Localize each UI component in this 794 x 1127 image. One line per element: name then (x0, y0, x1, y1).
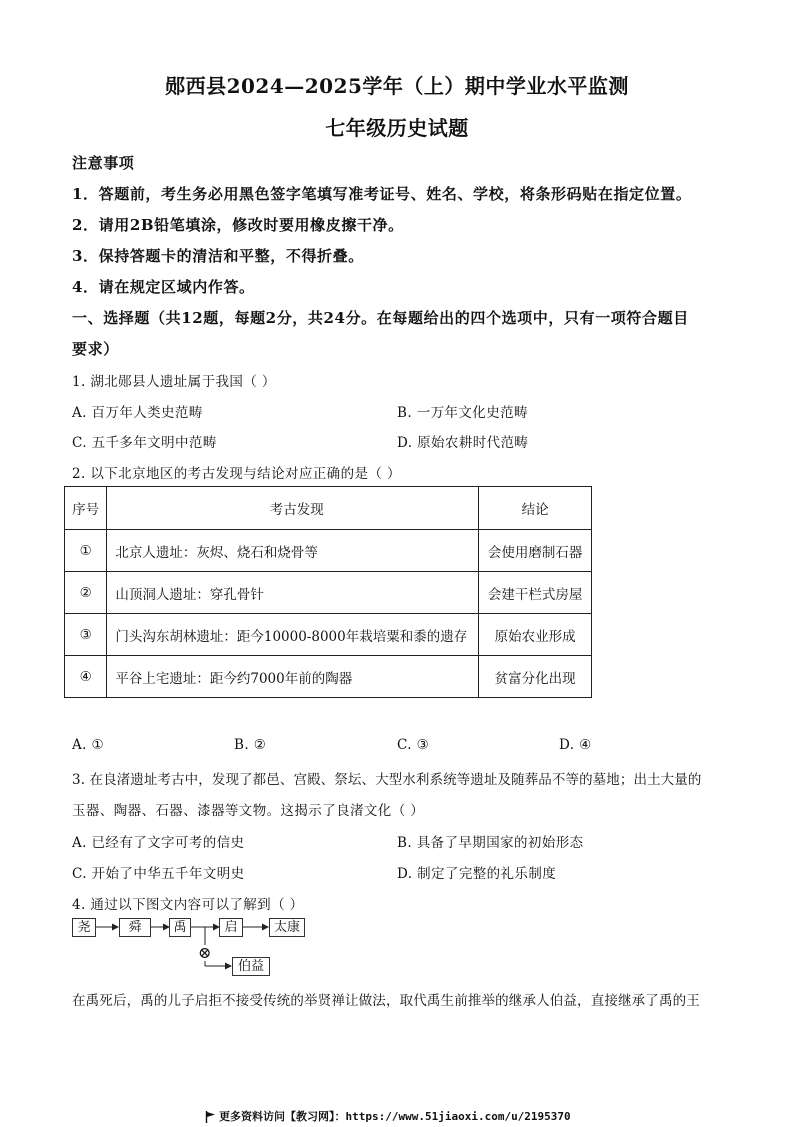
question-3-stem: 3. 在良渚遗址考古中，发现了都邑、宫殿、祭坛、大型水利系统等遗址及随葬品不等的墓地；出土大量的 (72, 772, 702, 788)
q3-option-b: B. 具备了早期国家的初始形态 (397, 835, 584, 851)
diagram-node: 太康 (269, 918, 305, 937)
table-cell: 山顶洞人遗址：穿孔骨针 (107, 572, 479, 614)
table-row (65, 572, 592, 614)
q2-option-d: D. ④ (559, 737, 592, 753)
notice-item: 1．答题前，考生务必用黑色签字笔填写准考证号、姓名、学校，将条形码贴在指定位置。 (72, 185, 692, 203)
table-header-cell: 结论 (479, 487, 592, 530)
table-cell: 北京人遗址：灰烬、烧石和烧骨等 (107, 530, 479, 572)
table-header-row (65, 487, 592, 530)
q1-option-c: C. 五千多年文明中范畴 (72, 435, 217, 451)
table-cell: ② (65, 572, 107, 614)
table-cell: 贫富分化出现 (479, 656, 592, 698)
page-title: 郧西县2024—2025学年（上）期中学业水平监测 (165, 74, 629, 98)
section-heading: 一、选择题（共12题，每题2分，共24分。在每题给出的四个选项中，只有一项符合题目 (72, 309, 689, 327)
table-cell: ① (65, 530, 107, 572)
table-cell: 会建干栏式房屋 (479, 572, 592, 614)
notice-heading: 注意事项 (72, 154, 135, 172)
q3-option-c: C. 开始了中华五千年文明史 (72, 866, 245, 882)
archaeology-table (64, 486, 592, 698)
question-4-stem: 4. 通过以下图文内容可以了解到（ ） (72, 897, 304, 913)
q3-option-a: A. 已经有了文字可考的信史 (72, 835, 245, 851)
table-row (65, 530, 592, 572)
table-row (65, 614, 592, 656)
table-cell: ④ (65, 656, 107, 698)
q1-option-a: A. 百万年人类史范畴 (72, 405, 203, 421)
table-cell: 门头沟东胡林遗址：距今10000-8000年栽培粟和黍的遗存 (107, 614, 479, 656)
notice-item: 2．请用2B铅笔填涂，修改时要用橡皮擦干净。 (72, 216, 404, 234)
q2-option-b: B. ② (234, 737, 267, 753)
question-4-text: 在禹死后，禹的儿子启拒不接受传统的举贤禅让做法，取代禹生前推举的继承人伯益，直接继承了禹的王 (72, 993, 700, 1009)
diagram-node: 启 (219, 918, 243, 937)
table-cell: 会使用磨制石器 (479, 530, 592, 572)
diagram-node-blocked: 伯益 (232, 957, 270, 976)
q2-option-c: C. ③ (397, 737, 430, 753)
footer-link[interactable]: 更多资料访问【教习网】：https://www.51jiaoxi.com/u/2195370 (219, 1110, 571, 1123)
q3-option-d: D. 制定了完整的礼乐制度 (397, 866, 557, 882)
page-subtitle: 七年级历史试题 (325, 116, 469, 140)
question-2-stem: 2. 以下北京地区的考古发现与结论对应正确的是（ ） (72, 466, 401, 482)
q2-option-a: A. ① (72, 737, 105, 753)
table-header-cell: 考古发现 (107, 487, 479, 530)
flag-icon (205, 1108, 216, 1127)
notice-item: 3．保持答题卡的清洁和平整，不得折叠。 (72, 247, 364, 265)
table-cell: ③ (65, 614, 107, 656)
table-cell: 平谷上宅遗址：距今约7000年前的陶器 (107, 656, 479, 698)
q1-option-b: B. 一万年文化史范畴 (397, 405, 528, 421)
table-row (65, 656, 592, 698)
question-3-stem-cont: 玉器、陶器、石器、漆器等文物。这揭示了良渚文化（ ） (72, 803, 425, 819)
question-1-stem: 1. 湖北郧县人遗址属于我国（ ） (72, 374, 276, 390)
notice-item: 4．请在规定区域内作答。 (72, 278, 255, 296)
diagram-node: 舜 (119, 918, 151, 937)
table-header-cell: 序号 (65, 487, 107, 530)
table-cell: 原始农业形成 (479, 614, 592, 656)
diagram-node: 禹 (169, 918, 191, 937)
section-heading-cont: 要求） (72, 340, 119, 358)
diagram-node: 尧 (72, 918, 96, 937)
q1-option-d: D. 原始农耕时代范畴 (397, 435, 529, 451)
blocked-symbol-icon: ⊗ (198, 943, 212, 962)
